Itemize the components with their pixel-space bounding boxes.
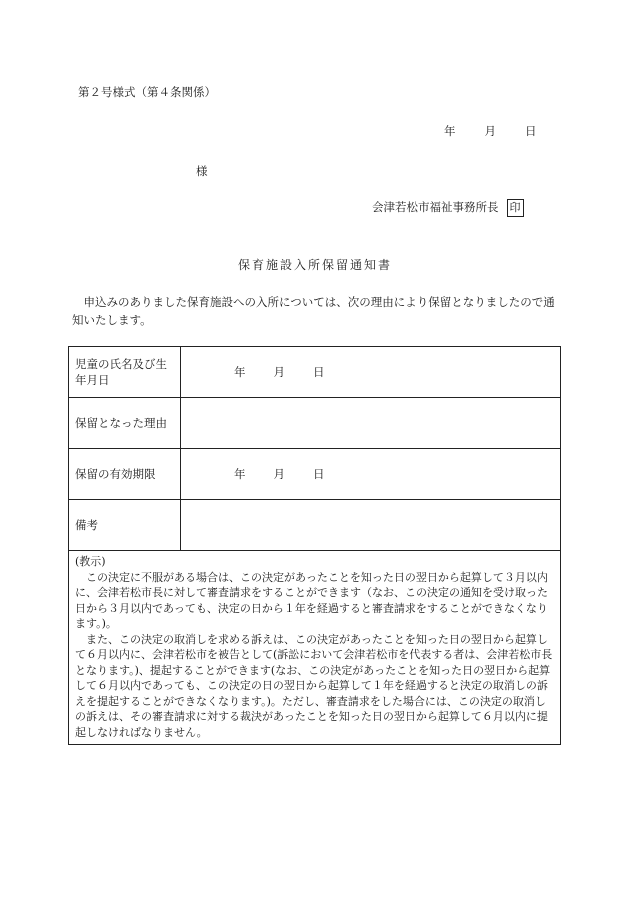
date-year-label: 年 [444, 124, 456, 138]
intro-text: 申込みのありました保育施設への入所については、次の理由により保留となりましたので通知いたします。 [72, 295, 555, 327]
form-number: 第２号様式（第４条関係） [78, 85, 216, 99]
table-row-remarks [69, 500, 561, 551]
issue-date [444, 123, 537, 139]
label-expiry: 保留の有効期限 [69, 449, 181, 500]
expiry-month-label: 月 [273, 467, 285, 481]
table-row-kyoji [69, 551, 561, 745]
child-birthdate-cell [181, 347, 561, 398]
expiry-date-cell [181, 449, 561, 500]
appeal-instructions [69, 551, 561, 745]
table-row-child-info [69, 347, 561, 398]
seal-mark: 印 [507, 199, 524, 217]
table-row-reason [69, 398, 561, 449]
notice-table [68, 346, 561, 745]
birth-day-label: 日 [313, 365, 325, 379]
remarks-cell [181, 500, 561, 551]
kyoji-paragraph-2: また、この決定の取消しを求める訴えは、この決定があったことを知った日の翌日から起算して６月以内に、会津若松市を被告として(訴訟において会津若松市を代表する者は、会津若松市長となります。)、提起することができます(なお、この決定があったことを知った日の翌日から起算して６月以内であっても、この決定の日の翌日から起算して１年を経過すると決定の取消しの訴えを提起することができなくなります。)。ただし、審査請求をした場合には、この決定の取消しの訴えは、その審査請求に対する裁決があったことを知った日の翌日から起算して６月以内に提起しなければなりません。 [75, 632, 553, 739]
label-remarks: 備考 [69, 500, 181, 551]
label-child-name-birthdate: 児童の氏名及び生年月日 [69, 347, 181, 398]
issuer-name: 会津若松市福祉事務所長 [372, 200, 499, 214]
kyoji-heading: (教示) [75, 555, 106, 568]
issuer-block [372, 199, 524, 217]
document-title: 保育施設入所保留通知書 [237, 258, 392, 272]
recipient-suffix: 様 [196, 164, 208, 178]
kyoji-paragraph-1: この決定に不服がある場合は、この決定があったことを知った日の翌日から起算して３月以内に、会津若松市長に対して審査請求をすることができます（なお、この決定の通知を受け取った日から３月以内であっても、決定の日から１年を経過すると審査請求をすることができなくなります。)。 [75, 570, 548, 630]
birth-year-label: 年 [234, 365, 246, 379]
reason-cell [181, 398, 561, 449]
date-day-label: 日 [525, 124, 537, 138]
birth-month-label: 月 [273, 365, 285, 379]
expiry-day-label: 日 [313, 467, 325, 481]
date-month-label: 月 [484, 124, 496, 138]
table-row-expiry [69, 449, 561, 500]
expiry-year-label: 年 [234, 467, 246, 481]
label-reason: 保留となった理由 [69, 398, 181, 449]
